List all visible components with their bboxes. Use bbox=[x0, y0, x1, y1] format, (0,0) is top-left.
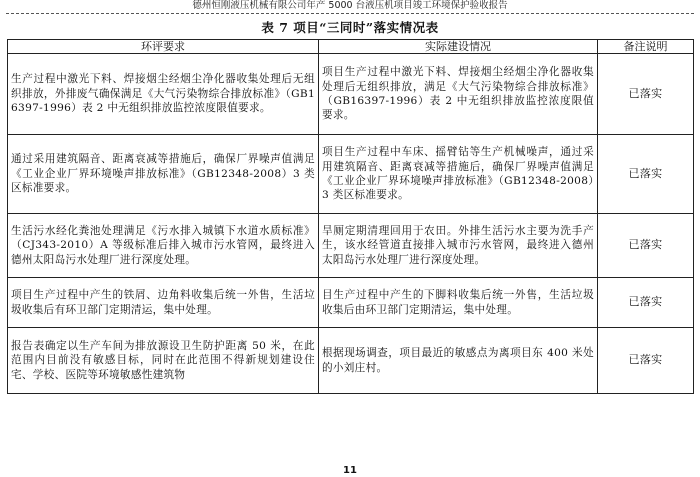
table-header-row bbox=[8, 40, 694, 54]
table-row bbox=[8, 135, 694, 214]
status-cell: 已落实 bbox=[598, 54, 694, 135]
requirement-cell: 报告表确定以生产车间为排放源设卫生防护距离 50 米，在此范围内目前没有敏感目标，同时在此范围不得新规划建设住宅、学校、医院等环境敏感性建筑物 bbox=[8, 328, 319, 394]
status-cell: 已落实 bbox=[598, 278, 694, 328]
status-cell: 已落实 bbox=[598, 214, 694, 278]
table-row bbox=[8, 54, 694, 135]
actual-cell: 目生产过程中产生的下脚料收集后统一外售，生活垃圾收集后由环卫部门定期清运，集中处理。 bbox=[319, 278, 598, 328]
table-row bbox=[8, 278, 694, 328]
column-header-actual: 实际建设情况 bbox=[319, 40, 598, 54]
actual-cell: 根据现场调查，项目最近的敏感点为离项目东 400 米处的小刘庄村。 bbox=[319, 328, 598, 394]
actual-cell: 项目生产过程中车床、摇臂钻等生产机械噪声，通过采用建筑隔音、距离衰减等措施后，确保厂界噪声值满足《工业企业厂界环境噪声排放标准》（GB12348-2008）3 类区标准要求。 bbox=[319, 135, 598, 214]
table-row bbox=[8, 328, 694, 394]
table-caption: 表 7 项目“三同时”落实情况表 bbox=[261, 20, 439, 35]
status-cell: 已落实 bbox=[598, 135, 694, 214]
actual-cell: 旱厕定期清理回用于农田。外排生活污水主要为洗手产生，该水经管道直接排入城市污水管网，最终进入德州太阳岛污水处理厂进行深度处理。 bbox=[319, 214, 598, 278]
actual-cell: 项目生产过程中激光下料、焊接烟尘经烟尘净化器收集处理后无组织排放，满足《大气污染物综合排放标准》（GB16397-1996）表 2 中无组织排放监控浓度限值要求。 bbox=[319, 54, 598, 135]
requirement-cell: 通过采用建筑隔音、距离衰减等措施后，确保厂界噪声值满足《工业企业厂界环境噪声排放标准》（GB12348-2008）3 类区标准要求。 bbox=[8, 135, 319, 214]
table-row bbox=[8, 214, 694, 278]
document-header: 德州恒刚液压机械有限公司年产 5000 台液压机项目竣工环境保护验收报告 bbox=[192, 0, 508, 11]
requirement-cell: 生产过程中激光下料、焊接烟尘经烟尘净化器收集处理后无组织排放，外排废气确保满足《大气污染物综合排放标准》（GB16397-1996）表 2 中无组织排放监控浓度限值要求。 bbox=[8, 54, 319, 135]
requirement-cell: 生活污水经化粪池处理满足《污水排入城镇下水道水质标准》（CJ343-2010）A 等级标准后排入城市污水管网，最终进入德州太阳岛污水处理厂进行深度处理。 bbox=[8, 214, 319, 278]
column-header-requirement: 环评要求 bbox=[8, 40, 319, 54]
status-cell: 已落实 bbox=[598, 328, 694, 394]
requirement-cell: 项目生产过程中产生的铁屑、边角料收集后统一外售，生活垃圾收集后有环卫部门定期清运，集中处理。 bbox=[8, 278, 319, 328]
page-number: 11 bbox=[343, 465, 357, 476]
three-simultaneous-table bbox=[7, 39, 694, 394]
column-header-status: 备注说明 bbox=[598, 40, 694, 54]
header-divider bbox=[6, 13, 694, 14]
